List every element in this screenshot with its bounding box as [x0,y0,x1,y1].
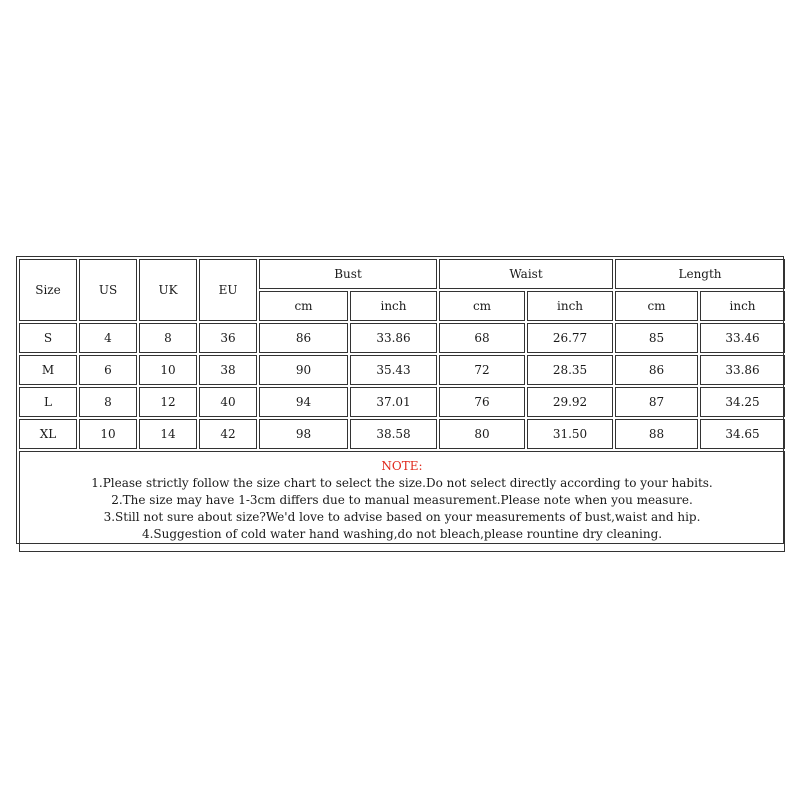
cell-size: XL [19,419,77,449]
cell-waist-cm: 72 [439,355,525,385]
cell-waist-inch: 31.50 [527,419,613,449]
note-row [19,451,785,552]
header-us: US [79,259,137,321]
header-length: Length [615,259,785,289]
header-eu: EU [199,259,257,321]
cell-size: L [19,387,77,417]
cell-length-cm: 86 [615,355,698,385]
subheader-waist-inch: inch [527,291,613,321]
cell-us: 10 [79,419,137,449]
table-row [19,323,785,353]
cell-uk: 14 [139,419,197,449]
cell-waist-inch: 28.35 [527,355,613,385]
cell-uk: 8 [139,323,197,353]
note-section [19,451,785,552]
cell-bust-inch: 38.58 [350,419,437,449]
cell-length-cm: 88 [615,419,698,449]
note-line-2: 2.The size may have 1-3cm differs due to manual measurement.Please note when you measure. [111,493,693,507]
cell-waist-cm: 80 [439,419,525,449]
cell-eu: 42 [199,419,257,449]
cell-uk: 12 [139,387,197,417]
cell-eu: 40 [199,387,257,417]
cell-bust-inch: 37.01 [350,387,437,417]
cell-bust-cm: 98 [259,419,348,449]
cell-bust-inch: 33.86 [350,323,437,353]
cell-length-inch: 33.46 [700,323,785,353]
cell-us: 8 [79,387,137,417]
header-uk: UK [139,259,197,321]
header-row [19,259,785,289]
subheader-bust-inch: inch [350,291,437,321]
cell-us: 6 [79,355,137,385]
table-row [19,355,785,385]
data-rows [19,323,785,449]
size-table [17,257,787,554]
size-table-body [19,259,785,321]
size-chart [16,256,784,544]
cell-waist-cm: 76 [439,387,525,417]
cell-length-inch: 34.25 [700,387,785,417]
cell-bust-cm: 90 [259,355,348,385]
note-line-4: 4.Suggestion of cold water hand washing,do not bleach,please rountine dry cleaning. [141,527,663,541]
cell-length-cm: 85 [615,323,698,353]
cell-us: 4 [79,323,137,353]
cell-bust-cm: 86 [259,323,348,353]
table-row [19,419,785,449]
cell-waist-inch: 26.77 [527,323,613,353]
table-row [19,387,785,417]
note-cell [19,451,785,552]
header-size: Size [19,259,77,321]
note-line-1: 1.Please strictly follow the size chart to select the size.Do not select directly according to your habits. [91,476,713,490]
cell-length-inch: 33.86 [700,355,785,385]
cell-bust-cm: 94 [259,387,348,417]
subheader-waist-cm: cm [439,291,525,321]
cell-size: S [19,323,77,353]
subheader-length-inch: inch [700,291,785,321]
cell-bust-inch: 35.43 [350,355,437,385]
subheader-bust-cm: cm [259,291,348,321]
note-line-3: 3.Still not sure about size?We'd love to advise based on your measurements of bust,waist and hip. [103,510,701,524]
cell-uk: 10 [139,355,197,385]
header-waist: Waist [439,259,613,289]
cell-length-cm: 87 [615,387,698,417]
header-bust: Bust [259,259,437,289]
cell-eu: 36 [199,323,257,353]
cell-waist-cm: 68 [439,323,525,353]
cell-length-inch: 34.65 [700,419,785,449]
note-title: NOTE: [381,459,423,473]
cell-waist-inch: 29.92 [527,387,613,417]
cell-size: M [19,355,77,385]
cell-eu: 38 [199,355,257,385]
subheader-length-cm: cm [615,291,698,321]
